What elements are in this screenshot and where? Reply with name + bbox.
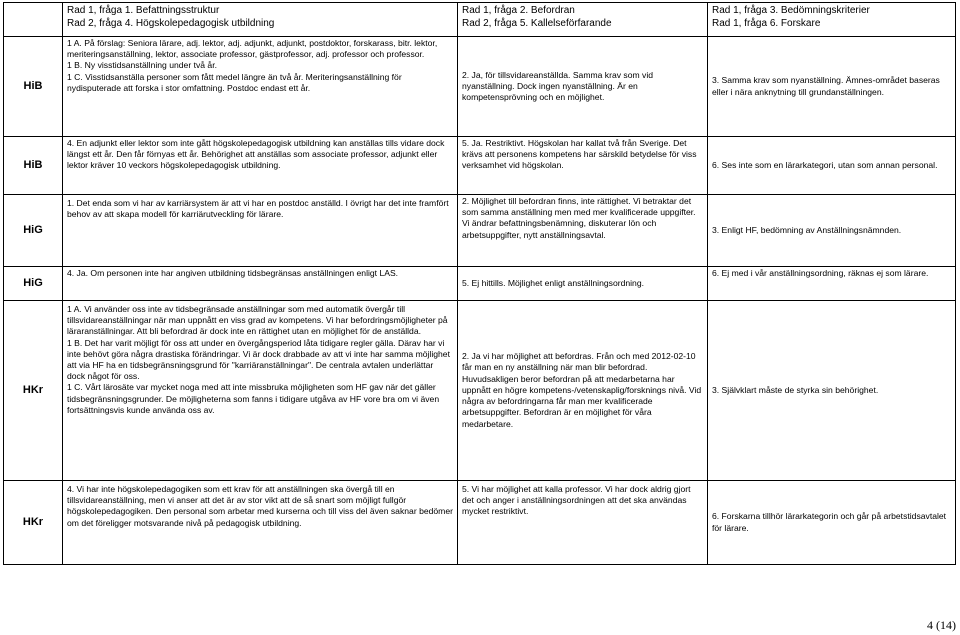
cell-paragraph: 6. Ses inte som en lärarkategori, utan som annan personal. xyxy=(712,159,938,170)
cell-paragraph: 4. En adjunkt eller lektor som inte gått högskolepedagogisk utbildning kan anställas tills vidare dock längst ett år. Den får förnyas ett år. Behörighet att anställas som associate professor, adjunkt eller lektor kräver 10 veckors högskolepedagogisk utbildning. xyxy=(67,138,445,171)
cell-paragraph: 1 B. Det har varit möjligt för oss att under en övergångsperiod låta tidigare regler gälla. Därav har vi inte behövt göra några drastiska förändringar. Vi är dock drabbade av att vi inte har samma möjlighet att via HF ha en tidsbegränsningsgrund för "karriäranställningar". De centrala avtalen underlättar dock något för oss. xyxy=(67,337,450,382)
cell-paragraph: 2. Möjlighet till befordran finns, inte rättighet. Vi betraktar det som samma anställning men med mer kvalificerade uppgifter. Vi ändrar befattningsbenämning, diskuterar lön och arbetsuppgifter, nytt anställningsavtal. xyxy=(462,196,696,240)
row-label: HiG xyxy=(4,267,63,301)
cell-paragraph: 4. Vi har inte högskolepedagogiken som ett krav för att anställningen ska övergå till en tillsvidareanställning, men vi anser att det är av stor vikt att de så snart som möjligt fullgör högskolepedagogiken. Den personal som arbetar med kurserna och till viss del även saknar bedömer om det föreligger motsvarande nivå på pedagogisk utbildning. xyxy=(67,484,453,528)
cell-paragraph: 3. Självklart måste de styrka sin behörighet. xyxy=(712,384,879,395)
cell-paragraph: 1. Det enda som vi har av karriärsystem är att vi har en postdoc anställd. I övrigt har det inte framfört behov av att skapa modell för karriärutveckling för lärare. xyxy=(67,198,449,220)
header-col-3-line-2: Rad 1, fråga 6. Forskare xyxy=(712,17,821,29)
cell-col-2 xyxy=(458,481,708,565)
row-label: HKr xyxy=(4,481,63,565)
table-row xyxy=(4,137,956,195)
header-col-1-line-2: Rad 2, fråga 4. Högskolepedagogisk utbildning xyxy=(67,17,275,29)
cell-paragraph: 3. Samma krav som nyanställning. Ämnes-området baseras eller i nära anknytning till grundanställningen. xyxy=(712,75,940,97)
cell-col-2 xyxy=(458,301,708,481)
cell-col-1 xyxy=(63,267,458,301)
criteria-table xyxy=(3,2,956,565)
cell-col-3 xyxy=(708,195,956,267)
cell-col-2 xyxy=(458,195,708,267)
page-number: 4 (14) xyxy=(927,618,956,632)
header-col-2-line-1: Rad 1, fråga 2. Befordran xyxy=(462,5,575,16)
header-col-3 xyxy=(708,3,956,37)
cell-paragraph: 4. Ja. Om personen inte har angiven utbildning tidsbegränsas anställningen enligt LAS. xyxy=(67,268,399,278)
header-col-2 xyxy=(458,3,708,37)
cell-col-1 xyxy=(63,37,458,137)
row-label: HKr xyxy=(4,301,63,481)
cell-col-1 xyxy=(63,195,458,267)
cell-paragraph: 5. Ja. Restriktivt. Högskolan har kallat två från Sverige. Det krävs att personens kompetens har särskild betydelse för viss verksamhet vid högskolan. xyxy=(462,138,697,171)
header-col-1 xyxy=(63,3,458,37)
row-label: HiG xyxy=(4,195,63,267)
cell-paragraph: 1 C. Visstidsanställa personer som fått medel längre än två år. Meriteringsanställning för nydisputerade att forska i stor omfattning. Postdoc endast ett år. xyxy=(67,71,402,93)
cell-paragraph: 1 A. På förslag: Seniora lärare, adj. lektor, adj. adjunkt, adjunkt, postdoktor, forskarass, bitr. lektor, meriteringsanställning, lektor, associate professor, gästprofessor, adj. professor och professor. xyxy=(67,38,438,60)
cell-paragraph: 1 C. Vårt lärosäte var mycket noga med att inte missbruka möjligheten som HF gav när det gäller tidsbegränsningsgrunder. De möjligheterna som fanns i tidigare utgåva av HF vore bra om vi även fortsättningsvis kunde använda oss av. xyxy=(67,382,440,415)
cell-paragraph: 1 A. Vi använder oss inte av tidsbegränsade anställningar som med automatik övergår till tillsvidareanställningar när man uppnått en viss grad av kompetens. Vi har befordringsmöjligheter på läraranställningar. Att bli befordrad är dock inte en rättighet utan en möjlighet för de anställda. xyxy=(67,304,448,337)
row-label: HiB xyxy=(4,37,63,137)
cell-paragraph: 1 B. Ny visstidsanställning under två år. xyxy=(67,60,217,71)
header-col-2-line-2: Rad 2, fråga 5. Kallelseförfarande xyxy=(462,17,612,29)
cell-paragraph: 3. Enligt HF, bedömning av Anställningsnämnden. xyxy=(712,224,902,235)
cell-paragraph: 2. Ja vi har möjlighet att befordras. Från och med 2012-02-10 får man en ny anställning när man blir befordrad. Huvudsakligen beror befordran på att medarbetarna har uppnått en högre kompetens-/vetenskaplig/forsknings nivå. Vid några av befordringarna får man mer kvalificerade arbetsuppgifter. Befordran är en möjlighet för våra medarbetare. xyxy=(462,351,702,429)
table-row xyxy=(4,37,956,137)
cell-paragraph: 5. Vi har möjlighet att kalla professor. Vi har dock aldrig gjort det och anger i anställningsordningen att det ska användas mycket restriktivt. xyxy=(462,484,691,517)
cell-paragraph: 5. Ej hittills. Möjlighet enligt anställningsordning. xyxy=(462,277,645,288)
row-label: HiB xyxy=(4,137,63,195)
cell-col-3 xyxy=(708,37,956,137)
table-row xyxy=(4,301,956,481)
header-empty-cell xyxy=(4,3,63,37)
cell-col-3 xyxy=(708,481,956,565)
table-row xyxy=(4,481,956,565)
cell-col-3 xyxy=(708,137,956,195)
cell-col-3 xyxy=(708,301,956,481)
cell-paragraph: 6. Ej med i vår anställningsordning, räknas ej som lärare. xyxy=(712,268,929,278)
cell-col-1 xyxy=(63,481,458,565)
cell-col-2 xyxy=(458,37,708,137)
header-row xyxy=(4,3,956,37)
cell-col-1 xyxy=(63,301,458,481)
cell-col-1 xyxy=(63,137,458,195)
cell-paragraph: 2. Ja, för tillsvidareanställda. Samma krav som vid nyanställning. Dock ingen nyanställning. Är en kompetensprövning och en möjlighet. xyxy=(462,69,654,103)
cell-paragraph: 6. Forskarna tillhör lärarkategorin och går på arbetstidsavtalet för lärare. xyxy=(712,511,947,533)
cell-col-2 xyxy=(458,137,708,195)
cell-col-2 xyxy=(458,267,708,301)
cell-col-3 xyxy=(708,267,956,301)
table-row xyxy=(4,267,956,301)
header-col-3-line-1: Rad 1, fråga 3. Bedömningskriterier xyxy=(712,5,870,16)
table-row xyxy=(4,195,956,267)
header-col-1-line-1: Rad 1, fråga 1. Befattningsstruktur xyxy=(67,5,220,16)
